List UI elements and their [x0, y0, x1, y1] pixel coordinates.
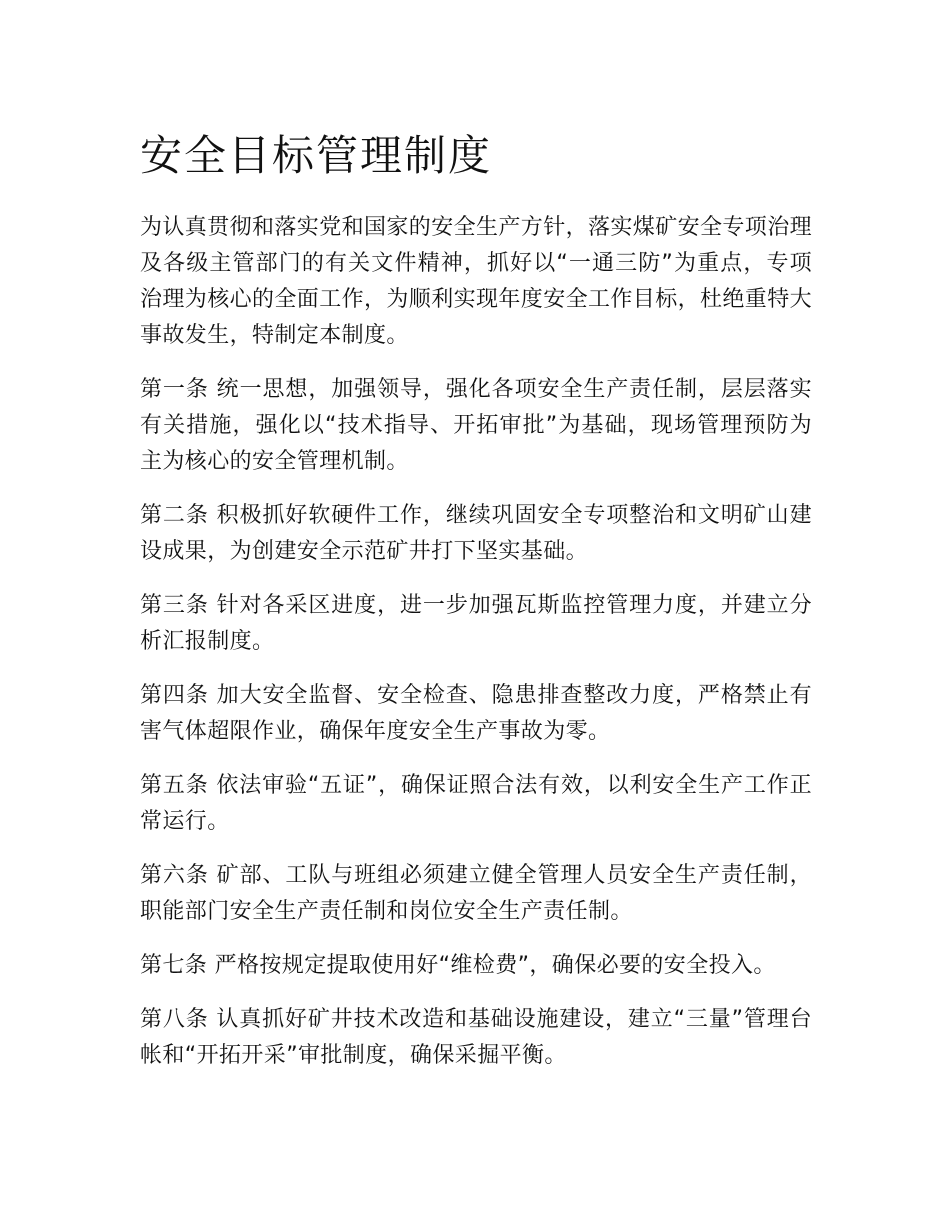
intro-paragraph: 为认真贯彻和落实党和国家的安全生产方针，落实煤矿安全专项治理及各级主管部门的有关文件精神，抓好以“一通三防”为重点，专项治理为核心的全面工作，为顺利实现年度安全工作目标，杜绝重特大事故发生，特制定本制度。 — [140, 215, 813, 348]
article-7: 第七条 严格按规定提取使用好“维检费”，确保必要的安全投入。 — [140, 953, 776, 978]
article-4: 第四条 加大安全监督、安全检查、隐患排查整改力度，严格禁止有害气体超限作业，确保年度安全生产事故为零。 — [140, 683, 812, 744]
article-6: 第六条 矿部、工队与班组必须建立健全管理人员安全生产责任制，职能部门安全生产责任制和岗位安全生产责任制。 — [140, 863, 812, 924]
article-1: 第一条 统一思想，加强领导，强化各项安全生产责任制，层层落实有关措施，强化以“技术指导、开拓审批”为基础，现场管理预防为主为核心的安全管理机制。 — [140, 377, 812, 474]
document-page — [140, 128, 812, 1092]
article-8: 第八条 认真抓好矿井技术改造和基础设施建设，建立“三量”管理台帐和“开拓开采”审批制度，确保采掘平衡。 — [140, 1007, 812, 1068]
document-title: 安全目标管理制度 — [140, 131, 493, 180]
article-3: 第三条 针对各采区进度，进一步加强瓦斯监控管理力度，并建立分析汇报制度。 — [140, 593, 812, 654]
article-5: 第五条 依法审验“五证”，确保证照合法有效，以利安全生产工作正常运行。 — [140, 773, 812, 834]
article-2: 第二条 积极抓好软硬件工作，继续巩固安全专项整治和文明矿山建设成果，为创建安全示范矿井打下坚实基础。 — [140, 503, 812, 564]
